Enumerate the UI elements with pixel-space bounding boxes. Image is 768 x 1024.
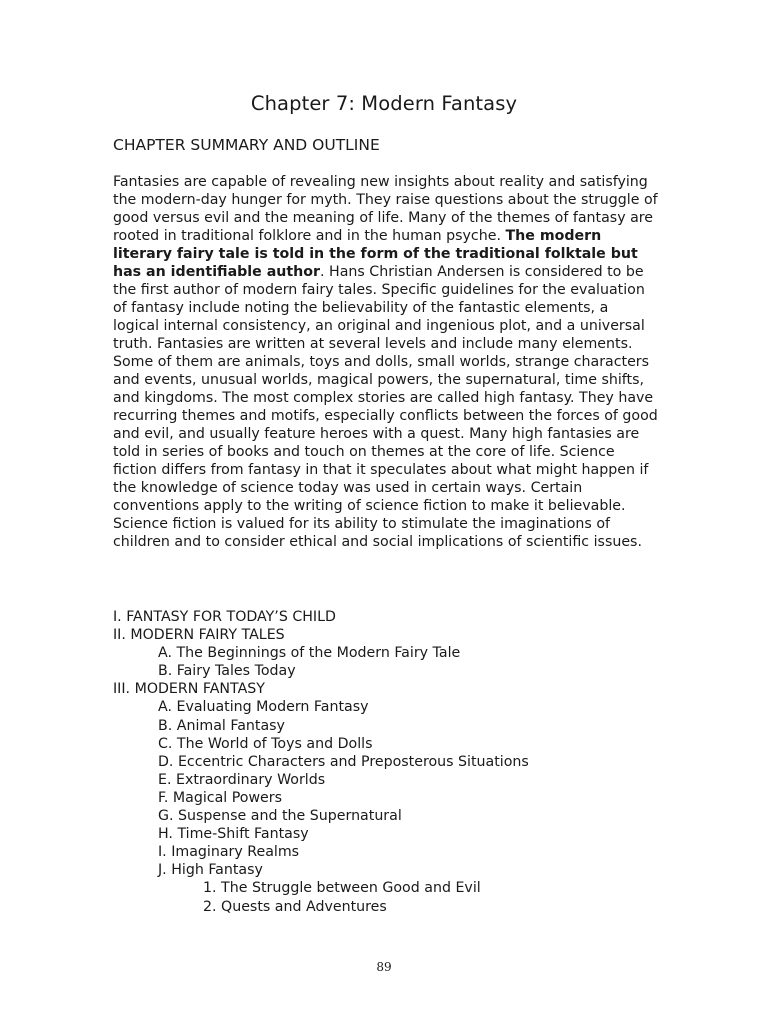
outline-item: H. Time-Shift Fantasy: [158, 826, 309, 843]
outline-item: G. Suspense and the Supernatural: [158, 808, 402, 825]
chapter-title: Chapter 7: Modern Fantasy: [250, 92, 518, 115]
outline-item: 2. Quests and Adventures: [203, 898, 387, 915]
outline-item: B. Fairy Tales Today: [158, 663, 296, 680]
outline-item: A. Evaluating Modern Fantasy: [158, 699, 369, 716]
chapter-outline: [113, 608, 673, 916]
outline-item: II. MODERN FAIRY TALES: [113, 627, 285, 644]
summary-bold-text: The modern literary fairy tale is told in the form of the traditional folktale but has an identifiable author: [113, 228, 638, 280]
outline-item: III. MODERN FANTASY: [113, 681, 265, 698]
outline-item: J. High Fantasy: [158, 862, 263, 879]
outline-item: I. FANTASY FOR TODAY’S CHILD: [113, 609, 336, 625]
summary-text-part2: . Hans Christian Andersen is considered to be the first author of modern fairy tales. Specific guidelines for the evaluation of fantasy include noting the believability of the fantastic elements, a logical internal consistency, an original and ingenious plot, and a universal truth. Fantasies are written at several levels and include many elements. Some of them are animals, toys and dolls, small worlds, strange characters and events, unusual worlds, magical powers, the supernatural, time shifts, and kingdoms. The most complex stories are called high fantasy. They have recurring themes and motifs, especially conflicts between the forces of good and evil, and usually feature heroes with a quest. Many high fantasies are told in series of books and touch on themes at the core of life. Science fiction differs from fantasy in that it speculates about what might happen if the knowledge of science today was used in certain ways. Certain conventions apply to the writing of science fiction to make it believable. Science fiction is valued for its ability to stimulate the imaginations of children and to consider ethical and social implications of scientific issues.: [113, 264, 658, 550]
chapter-summary-paragraph: [113, 173, 658, 551]
outline-item: 1. The Struggle between Good and Evil: [203, 880, 481, 897]
outline-item: F. Magical Powers: [158, 789, 283, 806]
outline-item: A. The Beginnings of the Modern Fairy Tale: [158, 645, 461, 662]
outline-item: D. Eccentric Characters and Preposterous Situations: [158, 753, 529, 770]
outline-item: C. The World of Toys and Dolls: [158, 735, 373, 752]
outline-item: I. Imaginary Realms: [158, 844, 300, 861]
page-number: 89: [376, 960, 392, 974]
outline-item: B. Animal Fantasy: [158, 717, 285, 734]
summary-text-part1: Fantasies are capable of revealing new insights about reality and satisfying the modern-day hunger for myth. They raise questions about the struggle of good versus evil and the meaning of life. Many of the themes of fantasy are rooted in traditional folklore and in the human psyche.: [113, 174, 658, 244]
section-heading: CHAPTER SUMMARY AND OUTLINE: [113, 136, 380, 154]
outline-item: E. Extraordinary Worlds: [158, 771, 326, 788]
